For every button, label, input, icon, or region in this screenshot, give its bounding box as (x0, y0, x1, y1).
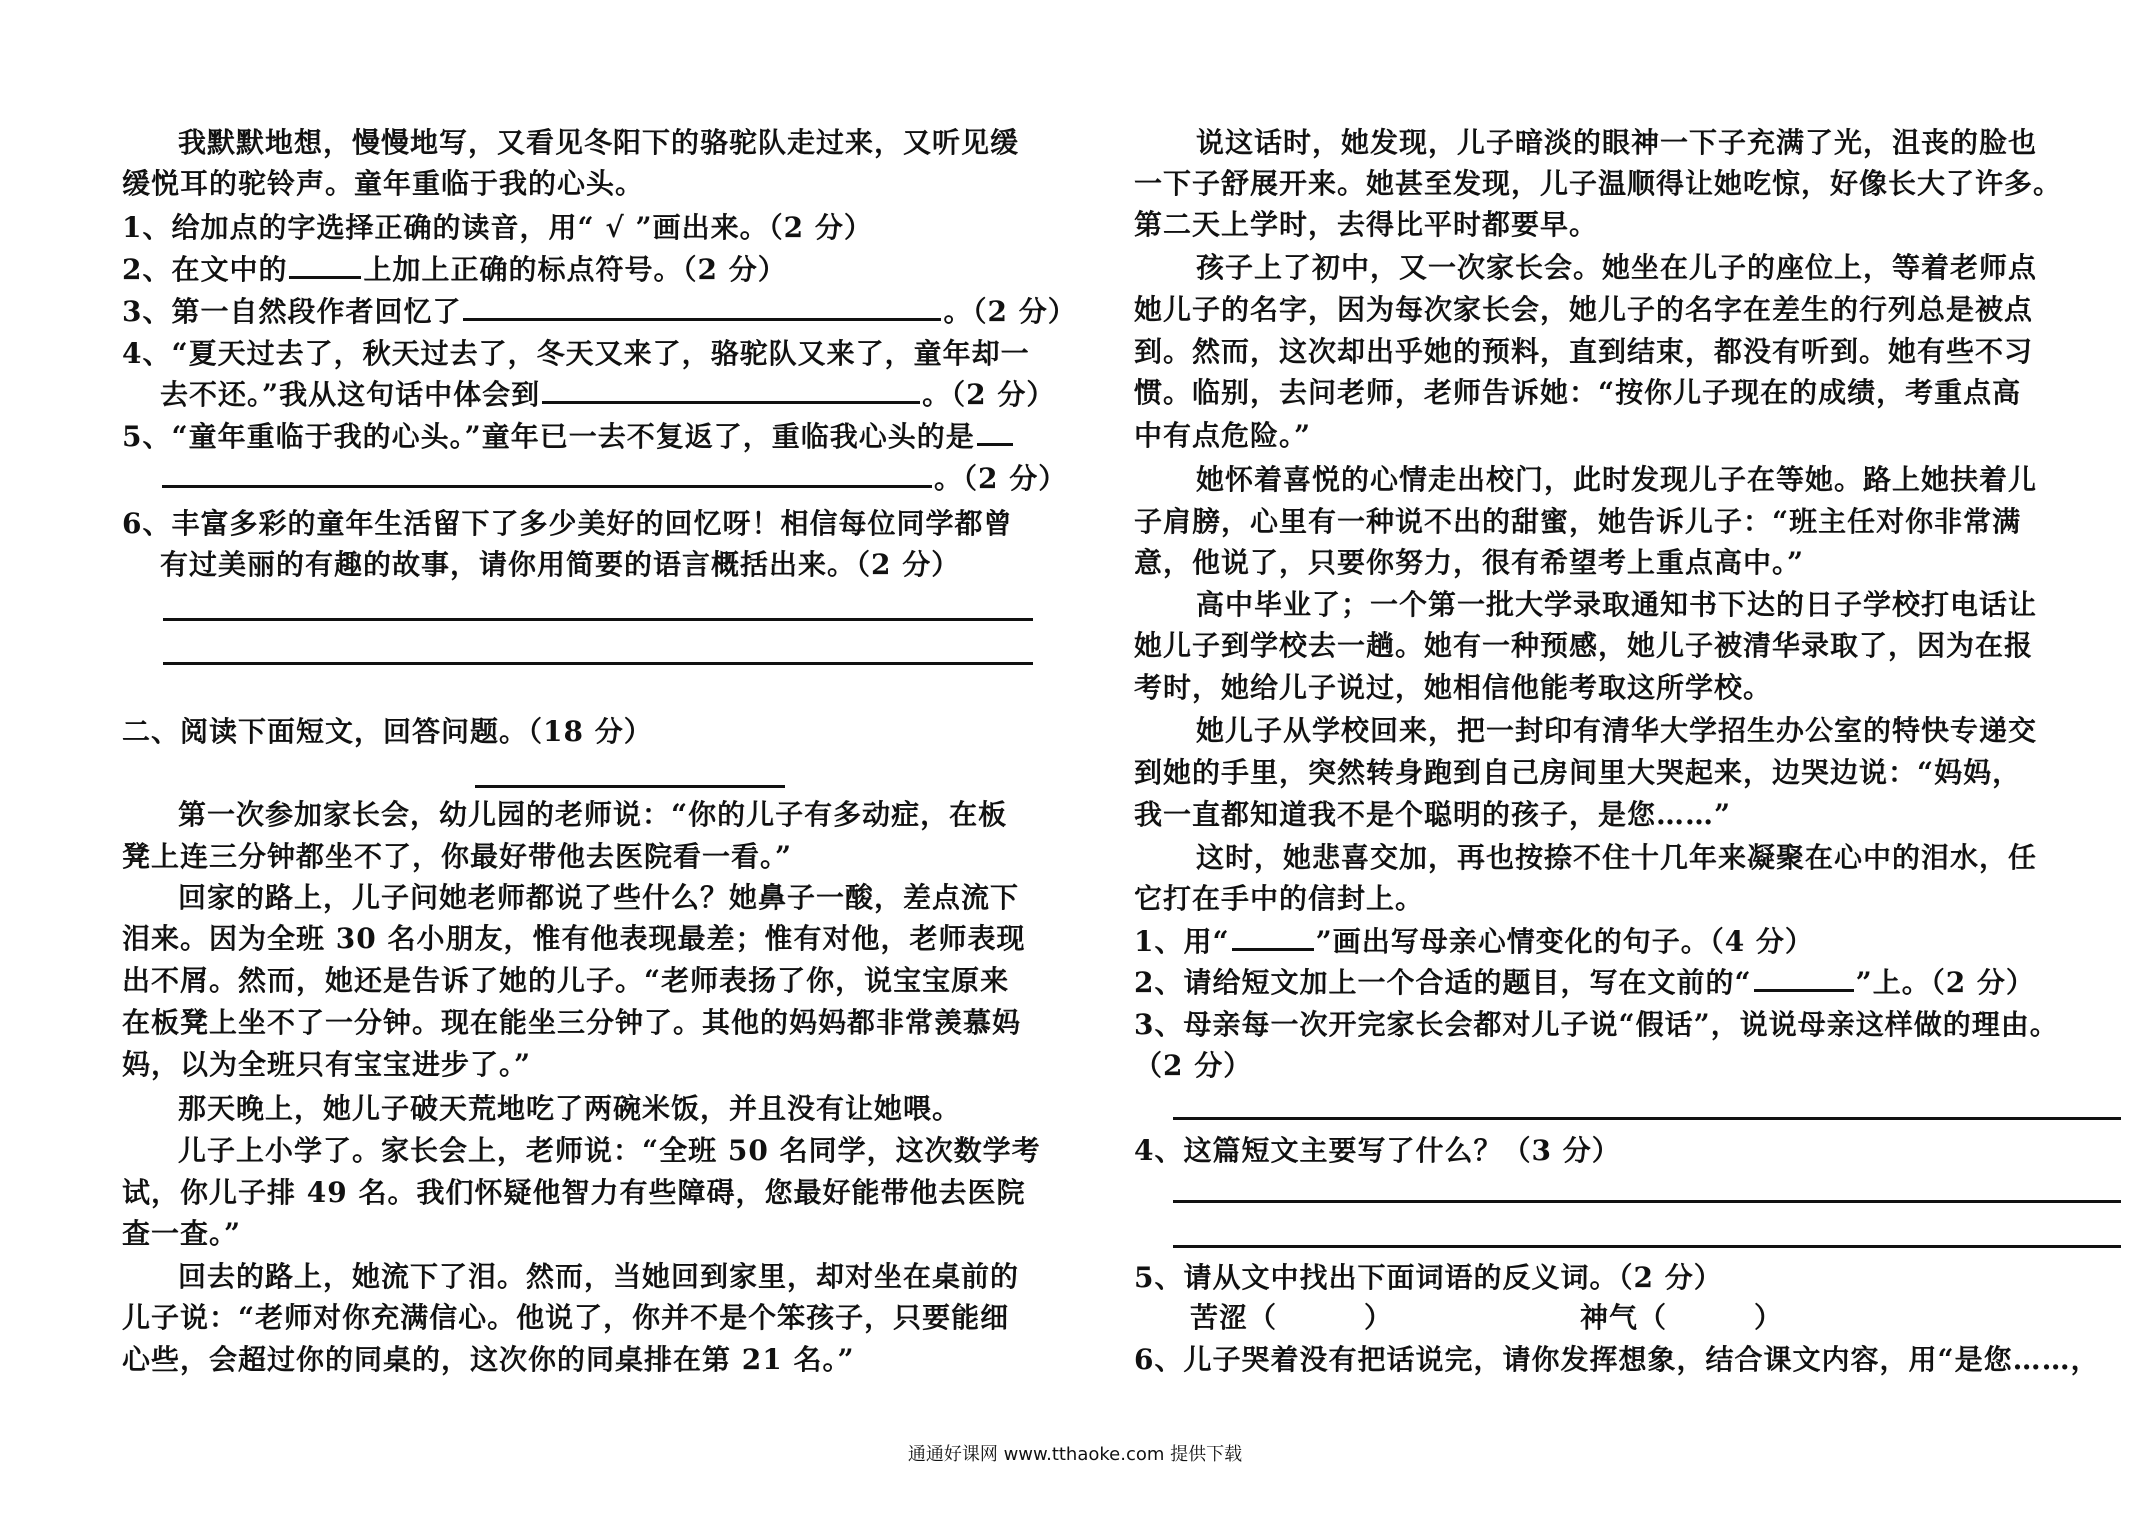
question-5-line2 (160, 459, 1067, 499)
antonym-blank-1[interactable]: 苦涩（ ） (1190, 1301, 1394, 1334)
text-line: 儿子上小学了。家长会上，老师说：“全班 50 名同学，这次数学考 (178, 1134, 1041, 1167)
text-line: 回家的路上，儿子问她老师都说了些什么？她鼻子一酸，差点流下 (178, 881, 1020, 914)
text-line: 她儿子到学校去一趟。她有一种预感，她儿子被清华录取了，因为在报 (1134, 629, 2034, 662)
question-3 (122, 292, 1077, 332)
question-r2-prefix: 2、请给短文加上一个合适的题目，写在文前的“ (1134, 966, 1752, 999)
title-blank[interactable] (475, 785, 785, 788)
text-line: 考时，她给儿子说过，她相信他能考取这所学校。 (1134, 671, 1773, 704)
text-line: 说这话时，她发现，儿子暗淡的眼神一下子充满了光，沮丧的脸也 (1196, 126, 2038, 159)
text-line: 惯。临别，去问老师，老师告诉她：“按你儿子现在的成绩，考重点高 (1134, 376, 2022, 409)
text-line: 缓悦耳的驼铃声。童年重临于我的心头。 (122, 167, 645, 200)
answer-blank[interactable] (977, 417, 1013, 446)
text-line: 回去的路上，她流下了泪。然而，当她回到家里，却对坐在桌前的 (178, 1260, 1020, 1293)
question-r1-prefix: 1、用“ (1134, 925, 1230, 958)
answer-blank[interactable] (463, 292, 941, 321)
question-1: 1、给加点的字选择正确的读音，用“ √ ”画出来。（2 分） (122, 211, 873, 244)
question-6-line1: 6、丰富多彩的童年生活留下了多少美好的回忆呀！相信每位同学都曾 (122, 507, 1013, 540)
answer-line[interactable] (1173, 1200, 2121, 1203)
text-line: 子肩膀，心里有一种说不出的甜蜜，她告诉儿子：“班主任对你非常满 (1134, 505, 2022, 538)
question-5-line1 (122, 417, 1015, 457)
text-line: 意，他说了，只要你努力，很有希望考上重点高中。” (1134, 546, 1805, 579)
question-r6: 6、儿子哭着没有把话说完，请你发挥想象，结合课文内容，用“是您……， (1134, 1343, 2100, 1376)
question-4-suffix: 。（2 分） (922, 378, 1056, 411)
text-line: 第二天上学时，去得比平时都要早。 (1134, 208, 1599, 241)
text-line: 到。然而，这次却出乎她的预料，直到结束，都没有听到。她有些不习 (1134, 335, 2034, 368)
text-line: 试，你儿子排 49 名。我们怀疑他智力有些障碍，您最好能带他去医院 (122, 1176, 1026, 1209)
text-line: 那天晚上，她儿子破天荒地吃了两碗米饭，并且没有让她喂。 (178, 1092, 962, 1125)
text-line: 一下子舒展开来。她甚至发现，儿子温顺得让她吃惊，好像长大了许多。 (1134, 167, 2063, 200)
text-line: 泪来。因为全班 30 名小朋友，惟有他表现最差；惟有对他，老师表现 (122, 922, 1026, 955)
question-4-prefix: 去不还。”我从这句话中体会到 (160, 378, 541, 411)
text-line: 查一查。” (122, 1217, 242, 1250)
text-line: 她儿子的名字，因为每次家长会，她儿子的名字在差生的行列总是被点 (1134, 293, 2034, 326)
antonym-blank-2[interactable]: 神气（ ） (1580, 1301, 1784, 1334)
text-line: 第一次参加家长会，幼儿园的老师说：“你的儿子有多动症，在板 (178, 798, 1008, 831)
question-2-prefix: 2、在文中的 (122, 253, 288, 286)
question-r3-line2: （2 分） (1134, 1049, 1253, 1082)
text-line: 中有点危险。” (1134, 419, 1312, 452)
answer-line[interactable] (163, 618, 1033, 621)
question-2-suffix: 上加上正确的标点符号。（2 分） (363, 253, 787, 286)
question-r4: 4、这篇短文主要写了什么？（3 分） (1134, 1134, 1621, 1167)
question-3-suffix: 。（2 分） (943, 295, 1077, 328)
question-4-line2 (160, 375, 1055, 415)
question-r5: 5、请从文中找出下面词语的反义词。（2 分） (1134, 1261, 1723, 1294)
text-line: 心些，会超过你的同桌的，这次你的同桌排在第 21 名。” (122, 1343, 855, 1376)
question-6-line2: 有过美丽的有趣的故事，请你用简要的语言概括出来。（2 分） (160, 548, 961, 581)
question-r3-line1: 3、母亲每一次开完家长会都对儿子说“假话”，说说母亲这样做的理由。 (1134, 1008, 2059, 1041)
text-line: 儿子说：“老师对你充满信心。他说了，你并不是个笨孩子，只要能细 (122, 1301, 1010, 1334)
question-2 (122, 250, 787, 290)
answer-line[interactable] (163, 662, 1033, 665)
text-line: 我默默地想，慢慢地写，又看见冬阳下的骆驼队走过来，又听见缓 (178, 126, 1020, 159)
question-3-prefix: 3、第一自然段作者回忆了 (122, 295, 462, 328)
question-r2-suffix: ”上。（2 分） (1855, 966, 2035, 999)
underline-sample (1232, 922, 1314, 951)
text-line: 在板凳上坐不了一分钟。现在能坐三分钟了。其他的妈妈都非常羡慕妈 (122, 1006, 1022, 1039)
text-line: 到她的手里，突然转身跑到自己房间里大哭起来，边哭边说：“妈妈， (1134, 756, 2022, 789)
text-line: 它打在手中的信封上。 (1134, 882, 1425, 915)
text-line: 她儿子从学校回来，把一封印有清华大学招生办公室的特快专递交 (1196, 714, 2038, 747)
answer-line[interactable] (1173, 1245, 2121, 1248)
question-4-line1: 4、“夏天过去了，秋天过去了，冬天又来了，骆驼队又来了，童年却一 (122, 337, 1030, 370)
text-line: 这时，她悲喜交加，再也按捺不住十几年来凝聚在心中的泪水，任 (1196, 841, 2038, 874)
answer-blank[interactable] (289, 250, 361, 279)
question-5-prefix: 5、“童年重临于我的心头。”童年已一去不复返了，重临我心头的是 (122, 420, 975, 453)
section-2-heading: 二、阅读下面短文，回答问题。（18 分） (122, 715, 653, 748)
question-5-suffix: 。（2 分） (934, 462, 1068, 495)
answer-blank[interactable] (542, 375, 920, 404)
answer-blank[interactable] (162, 459, 932, 488)
text-line: 凳上连三分钟都坐不了，你最好带他去医院看一看。” (122, 840, 793, 873)
footer-source: 通通好课网 www.tthaoke.com 提供下载 (907, 1444, 1243, 1465)
question-r1 (1134, 922, 1814, 962)
answer-line[interactable] (1173, 1117, 2121, 1120)
text-line: 她怀着喜悦的心情走出校门，此时发现儿子在等她。路上她扶着儿 (1196, 463, 2038, 496)
question-r2 (1134, 963, 2035, 1003)
question-r1-suffix: ”画出写母亲心情变化的句子。（4 分） (1315, 925, 1814, 958)
text-line: 高中毕业了；一个第一批大学录取通知书下达的日子学校打电话让 (1196, 588, 2038, 621)
text-line: 孩子上了初中，又一次家长会。她坐在儿子的座位上，等着老师点 (1196, 251, 2038, 284)
text-line: 出不屑。然而，她还是告诉了她的儿子。“老师表扬了你，说宝宝原来 (122, 964, 1010, 997)
text-line: 我一直都知道我不是个聪明的孩子，是您……” (1134, 798, 1732, 831)
title-blank-reference (1754, 963, 1854, 992)
text-line: 妈，以为全班只有宝宝进步了。” (122, 1048, 532, 1081)
